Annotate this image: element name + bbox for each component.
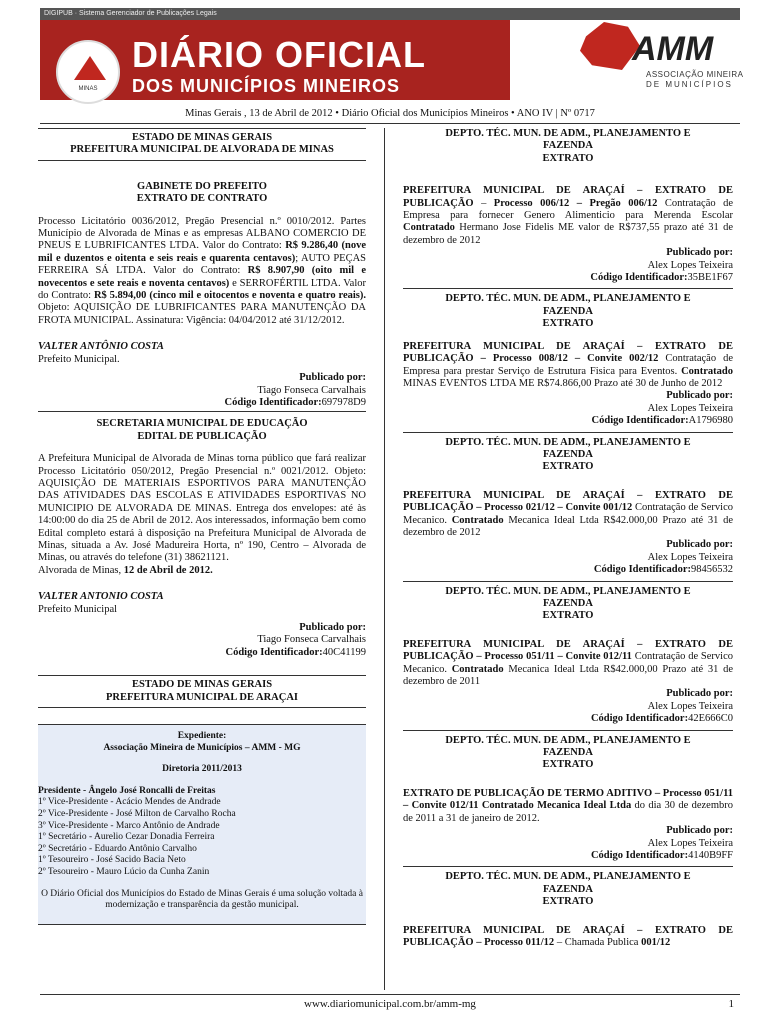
heading-line: EXTRATO <box>542 461 594 473</box>
section-header-alvorada <box>38 128 366 161</box>
dept-heading <box>403 128 733 165</box>
published-by-label: Publicado por: <box>666 825 733 837</box>
text-run: Mecanica Ideal Ltda R$42.000,00 Prazo até 31 de dezembro de 2012 <box>403 514 733 538</box>
text-run: Contratado <box>451 663 504 675</box>
heading-line: GABINETE DO PREFEITO <box>137 180 267 192</box>
heading-line: DEPTO. TÉC. MUN. DE ADM., PLANEJAMENTO E <box>445 128 691 139</box>
text-run: PREFEITURA MUNICIPAL DE ARAÇAÍ – EXTRATO DE PUBLICAÇÃO – Processo 051/11 – Convite 012/11 <box>403 638 733 663</box>
heading-line: EXTRATO <box>542 152 594 164</box>
amm-sub-line1: ASSOCIAÇÃO MINEIRA <box>646 70 744 79</box>
heading-line: DEPTO. TÉC. MUN. DE ADM., PLANEJAMENTO E <box>445 585 691 597</box>
extract-text <box>403 490 733 540</box>
identifier-code <box>403 415 733 427</box>
identifier-code <box>403 713 733 725</box>
code-value: 35BE1F67 <box>687 272 733 284</box>
board-member: 2º Tesoureiro - Mauro Lúcio da Cunha Zanin <box>38 866 210 877</box>
state-line: ESTADO DE MINAS GERAIS <box>131 132 273 143</box>
minas-map-icon <box>580 22 640 70</box>
extract-text <box>403 185 733 247</box>
text-run: Processo 006/12 – Pregão 006/12 <box>493 197 658 209</box>
dept-heading <box>403 871 733 908</box>
heading-line: FAZENDA <box>543 140 593 152</box>
heading-line: FAZENDA <box>543 598 593 609</box>
published-by-label: Publicado por: <box>299 372 366 384</box>
code-value: 4140B9FF <box>688 849 733 861</box>
seal-text: MINAS <box>78 86 98 92</box>
text-run: Contratado <box>403 222 455 234</box>
code-value: 98456532 <box>691 564 733 576</box>
board-member: 1º Vice-Presidente - Acácio Mendes de Andrade <box>38 797 221 808</box>
text-run: PREFEITURA MUNICIPAL DE ARAÇAÍ – EXTRATO DE PUBLICAÇÃO – Processo 011/12 <box>403 924 733 948</box>
publisher-name: Alex Lopes Teixeira <box>647 700 733 712</box>
identifier-code <box>403 564 733 576</box>
code-value: 42E666C0 <box>688 713 733 725</box>
publisher-name: Alex Lopes Teixeira <box>647 551 733 563</box>
publisher-name: Tiago Fonseca Carvalhais <box>257 634 366 646</box>
text-run: Objeto: AQUISIÇÃO DE LUBRIFICANTES PARA MANUTENÇÃO DA FROTA MUNICIPAL. Assinatura: Vigência: 04/04/2012 até 31/12/2012. <box>38 302 366 326</box>
seal-triangle-icon <box>74 56 106 80</box>
page-footer <box>40 994 740 1010</box>
text-run: 12 de Abril de 2012. <box>123 564 213 576</box>
dept-heading <box>403 437 733 474</box>
dateline: Minas Gerais , 13 de Abril de 2012 • Diário Oficial dos Municípios Mineiros • ANO IV | Nº 0717 <box>40 108 740 124</box>
journal-subtitle: DOS MUNICÍPIOS MINEIROS <box>132 76 401 96</box>
code-label: Código Identificador: <box>225 646 323 658</box>
identifier-code <box>403 272 733 284</box>
text-run: EXTRATO DE PUBLICAÇÃO DE TERMO ADITIVO – Processo 051/11 – Convite 012/11 Contratado Mecanica Ideal Ltda <box>403 787 733 812</box>
dept-heading <box>403 735 733 772</box>
board-list <box>38 797 366 878</box>
published-by-label: Publicado por: <box>666 247 733 259</box>
contract-extract-text <box>38 216 366 328</box>
text-run: MINAS EVENTOS LTDA ME R$74.866,00 Prazo até 30 de Junho de 2012 <box>403 377 723 389</box>
board-member: 2º Secretário - Eduardo Antônio Carvalho <box>38 843 197 854</box>
title-banner <box>40 20 510 100</box>
right-column <box>403 128 733 949</box>
board-member: 2º Vice-Presidente - José Milton de Carvalho Rocha <box>38 809 236 819</box>
state-line: ESTADO DE MINAS GERAIS <box>131 679 273 691</box>
heading-line: EXTRATO <box>542 610 594 622</box>
heading-line: FAZENDA <box>543 448 593 460</box>
code-label: Código Identificador: <box>593 564 691 576</box>
edital-date <box>38 565 366 577</box>
extract-text <box>403 925 733 950</box>
text-run: Contratação de Servico Mecanico. <box>403 651 733 675</box>
publisher-name: Alex Lopes Teixeira <box>647 259 733 271</box>
heading-line: FAZENDA <box>543 747 593 759</box>
extract-text <box>403 788 733 825</box>
code-label: Código Identificador: <box>590 849 689 861</box>
digipub-bar: DIGIPUB · Sistema Gerenciador de Publicações Legais <box>40 8 740 20</box>
masthead <box>40 8 744 100</box>
footer-url[interactable]: www.diariomunicipal.com.br/amm-mg <box>304 998 476 1010</box>
heading-line: DEPTO. TÉC. MUN. DE ADM., PLANEJAMENTO E <box>445 293 691 305</box>
published-by-label: Publicado por: <box>666 390 733 402</box>
publisher-name: Alex Lopes Teixeira <box>647 402 733 414</box>
text-run: Contratado <box>681 365 733 377</box>
heading-line: EDITAL DE PUBLICAÇÃO <box>137 430 267 442</box>
amm-logo-text: AMM <box>632 30 714 68</box>
extract-text <box>403 341 733 391</box>
text-run: Alvorada de Minas, <box>38 564 124 576</box>
text-run: do dia 30 de dezembro de 2011 a 31 de janeiro de 2012. <box>403 800 733 824</box>
section-header-aracai <box>38 675 366 708</box>
heading-line: DEPTO. TÉC. MUN. DE ADM., PLANEJAMENTO E <box>445 871 691 883</box>
dept-heading <box>403 293 733 330</box>
identifier-code <box>38 397 366 409</box>
signatory-role: Prefeito Municipal. <box>38 353 120 365</box>
text-run: R$ 9.286,40 (nove mil e duzentos e oitenta e seis reais e quarenta centavos) <box>38 240 366 264</box>
heading-line: FAZENDA <box>543 883 593 895</box>
code-value: A1796980 <box>688 415 733 427</box>
signatory-name: VALTER ANTONIO COSTA <box>38 591 164 603</box>
column-divider <box>384 128 385 990</box>
text-run: PREFEITURA MUNICIPAL DE ARAÇAÍ – EXTRATO DE PUBLICAÇÃO <box>403 185 733 209</box>
signatory-name: VALTER ANTÔNIO COSTA <box>38 341 164 353</box>
board-member: 1º Tesoureiro - José Sacido Bacia Neto <box>38 855 186 866</box>
heading-line: EXTRATO <box>542 759 594 771</box>
text-run: Contratação de Empresa para prestar Serviço de Estrutura Fisica para Eventos. <box>403 353 733 377</box>
code-label: Código Identificador: <box>591 415 689 427</box>
text-run: PREFEITURA MUNICIPAL DE ARAÇAÍ – EXTRATO DE PUBLICAÇÃO – Processo 008/12 – Convite 002/12 <box>403 340 733 365</box>
prefecture-line: PREFEITURA MUNICIPAL DE ARAÇAI <box>105 691 299 703</box>
expediente-note: O Diário Oficial dos Municípios do Estado de Minas Gerais é uma solução voltada à modernização e transparência da gestão municipal. <box>41 888 363 911</box>
educacao-heading <box>38 418 366 443</box>
text-run: Contratação de Servico Mecanico. <box>403 502 734 526</box>
board-member: 1º Secretário - Aurelio Cezar Donadia Ferreira <box>38 832 215 843</box>
text-run: PREFEITURA MUNICIPAL DE ARAÇAÍ – EXTRATO DE PUBLICAÇÃO – Processo 021/12 – Convite 001/12 <box>403 489 733 514</box>
text-run: Contratação de Empresa para fornecer Genero Alimenticio para Merenda Escolar <box>403 197 733 222</box>
heading-line: EXTRATO <box>542 318 594 330</box>
left-column <box>38 128 366 925</box>
dept-heading <box>403 586 733 623</box>
edital-text: A Prefeitura Municipal de Alvorada de Minas torna público que fará realizar Processo Licitatório 050/2012, Pregão Presencial n.º 0021/2012. Objeto: AQUISIÇÃO DE MATERIAIS ESPORTIVOS PARA MANUTENÇÃO DAS ATIVIDADES DAS ESCOLAS E ATIVIDADES ESPORTIVAS NO MUNICIPIO DE ALVORADA DE MINAS. Entrega dos envelopes: até às 14:00:00 do dia 25 de Abril de 2012. Aos interessados, informação bem como Edital completo estará à disposição na Prefeitura Municipal de Alvorada de Minas, situada a Av. José Madureira Horta, nº 190, Centro – Alvorada de Minas, ou através do telefone (31) 38621121. <box>38 453 366 564</box>
identifier-code <box>38 647 366 659</box>
published-by-label: Publicado por: <box>299 622 366 633</box>
text-run: – <box>473 197 494 209</box>
expediente-title: Expediente: <box>177 731 227 742</box>
publisher-name: Tiago Fonseca Carvalhais <box>257 384 366 396</box>
extract-text <box>403 639 733 689</box>
heading-line: EXTRATO <box>542 896 594 908</box>
text-run: ; AUTO PEÇAS FERREIRA SÁ LTDA. Valor do Contrato: <box>38 252 366 277</box>
journal-title: DIÁRIO OFICIAL <box>132 34 426 75</box>
text-run: Contratado <box>451 514 504 526</box>
text-run: Mecanica Ideal Ltda R$42.000,00 Prazo até 31 de dezembro de 2011 <box>403 663 733 688</box>
published-by-label: Publicado por: <box>666 539 733 551</box>
text-run: e SERROFÉRTIL LTDA. Valor do Contrato: <box>38 277 366 302</box>
text-run: 001/12 <box>641 936 671 948</box>
board-title: Diretoria 2011/2013 <box>162 764 242 775</box>
page-number: 1 <box>728 998 734 1010</box>
heading-line: DEPTO. TÉC. MUN. DE ADM., PLANEJAMENTO E <box>445 734 691 746</box>
code-value: 697978D9 <box>321 396 366 408</box>
text-run: Processo Licitatório 0036/2012, Pregão Presencial n.º 0010/2012. Partes Município de Alvorada de Minas e as empresas ALBANO COMERCIO DE PNEUS E LUBRIFICANTES LTDA. Valor do Contrato: <box>38 215 366 252</box>
expediente-org: Associação Mineira de Municípios – AMM - MG <box>103 742 301 753</box>
published-by-label: Publicado por: <box>666 688 733 700</box>
identifier-code <box>403 850 733 862</box>
code-label: Código Identificador: <box>590 713 689 725</box>
code-label: Código Identificador: <box>224 396 322 408</box>
text-run: R$ 8.907,90 (oito mil e novecentos e sete reais e noventa centavos) <box>38 265 366 289</box>
text-run: R$ 5.894,00 (cinco mil e oitocentos e noventa e quatro reais). <box>93 290 366 302</box>
text-run: – Chamada Publica <box>554 936 642 948</box>
amm-logo <box>560 22 744 98</box>
heading-line: SECRETARIA MUNICIPAL DE EDUCAÇÃO <box>96 418 308 430</box>
heading-line: EXTRATO DE CONTRATO <box>136 193 268 205</box>
state-seal-icon <box>56 40 120 104</box>
amm-sub-line2: DE MUNICÍPIOS <box>646 80 733 89</box>
heading-line: DEPTO. TÉC. MUN. DE ADM., PLANEJAMENTO E <box>445 436 691 448</box>
board-president: Presidente - Ângelo José Roncalli de Freitas <box>38 785 216 796</box>
code-value: 40C41199 <box>322 646 366 658</box>
publisher-name: Alex Lopes Teixeira <box>647 837 733 849</box>
signatory-role: Prefeito Municipal <box>38 603 118 615</box>
prefecture-line: PREFEITURA MUNICIPAL DE ALVORADA DE MINAS <box>70 144 334 156</box>
heading-line: FAZENDA <box>543 305 593 317</box>
gabinete-heading <box>38 181 366 206</box>
board-member: 3º Vice-Presidente - Marco Antônio de Andrade <box>38 820 220 831</box>
code-label: Código Identificador: <box>590 272 688 284</box>
text-run: Hermano Jose Fidelis ME valor de R$737,55 prazo até 31 de dezembro de 2012 <box>403 222 733 246</box>
expediente-box <box>38 724 366 925</box>
